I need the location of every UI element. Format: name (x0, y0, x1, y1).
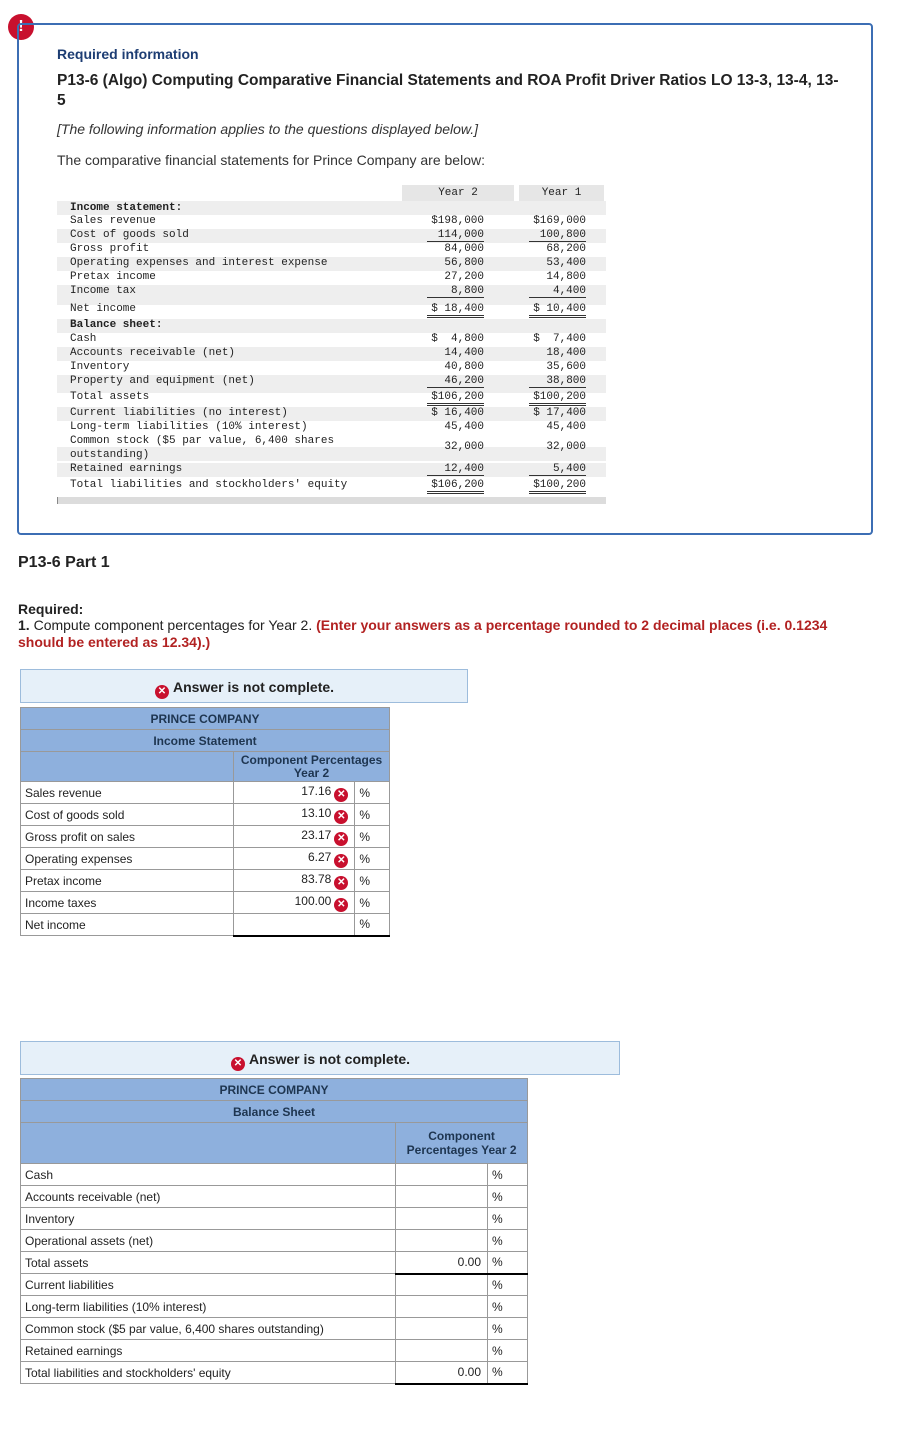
row-label: Common stock ($5 par value, 6,400 shares outstanding) (21, 1318, 396, 1340)
table-row (21, 914, 390, 936)
year2-value: $198,000 (431, 215, 484, 227)
intro-text: The comparative financial statements for Prince Company are below: (57, 152, 485, 168)
statement-name: Income Statement (21, 730, 390, 752)
fin-row-label: Sales revenue (70, 215, 156, 227)
row-label: Pretax income (21, 870, 234, 892)
table-row (21, 826, 390, 848)
percentage-input[interactable] (396, 1296, 488, 1318)
fin-row-label: Inventory (70, 361, 130, 373)
part-title: P13-6 Part 1 (18, 554, 110, 571)
year1-value: 18,400 (546, 347, 586, 359)
table-row (21, 1230, 528, 1252)
percentage-input[interactable] (234, 914, 355, 936)
year2-value: 14,400 (444, 347, 484, 359)
year2-value: 46,200 (427, 375, 484, 388)
percentage-input[interactable] (234, 804, 355, 826)
company-name: PRINCE COMPANY (21, 1079, 528, 1101)
fin-row-label: Operating expenses and interest expense (70, 257, 328, 269)
problem-title: P13-6 (Algo) Computing Comparative Financial Statements and ROA Profit Driver Ratios LO 13-3, 13-4, 13-5 (57, 72, 839, 109)
table-row (21, 782, 390, 804)
percentage-input[interactable] (396, 1230, 488, 1252)
statement-name: Balance Sheet (21, 1101, 528, 1123)
year1-value: 4,400 (529, 285, 586, 298)
percent-sign: % (355, 782, 390, 804)
year2-value: 32,000 (444, 441, 484, 453)
fin-row-label: Total assets (70, 391, 150, 403)
percent-sign: % (488, 1340, 528, 1362)
percent-sign: % (488, 1318, 528, 1340)
income-statement-table (20, 707, 390, 937)
year1-value: 100,800 (529, 229, 586, 242)
table-row (21, 1208, 528, 1230)
percentage-input[interactable] (234, 870, 355, 892)
percent-sign: % (355, 848, 390, 870)
year1-value: $100,200 (529, 391, 586, 406)
year1-value: 35,600 (546, 361, 586, 373)
percentage-input[interactable] (234, 782, 355, 804)
column-header: Component Percentages Year 2 (234, 752, 390, 782)
answer-incomplete-notice (20, 669, 468, 703)
year2-value: $ 4,800 (431, 333, 484, 345)
year2-value: $106,200 (427, 479, 484, 494)
incorrect-icon: ✕ (334, 788, 348, 802)
fin-row-label: Gross profit (70, 243, 150, 255)
percentage-input[interactable] (396, 1274, 488, 1296)
table-row (21, 1274, 528, 1296)
fin-row-label: Long-term liabilities (10% interest) (70, 421, 308, 433)
year2-value: 114,000 (427, 229, 484, 242)
row-label: Total assets (21, 1252, 396, 1274)
year1-value: 45,400 (546, 421, 586, 433)
row-label: Accounts receivable (net) (21, 1186, 396, 1208)
notice-text: Answer is not complete. (249, 1051, 411, 1067)
year2-value: $ 16,400 (431, 407, 484, 419)
required-info-heading: Required information (57, 46, 199, 62)
percent-sign: % (488, 1186, 528, 1208)
table-row (21, 1362, 528, 1384)
year2-value: $106,200 (427, 391, 484, 406)
year2-value: 56,800 (444, 257, 484, 269)
row-label: Long-term liabilities (10% interest) (21, 1296, 396, 1318)
percentage-input[interactable]: 0.00 (396, 1362, 488, 1384)
percentage-input[interactable]: 0.00 (396, 1252, 488, 1274)
required-instruction (18, 617, 848, 651)
table-row (21, 1252, 528, 1274)
required-label: Required: (18, 601, 84, 617)
percentage-input[interactable] (396, 1208, 488, 1230)
row-label: Income taxes (21, 892, 234, 914)
fin-row-label: Income tax (70, 285, 137, 297)
percent-sign: % (488, 1362, 528, 1384)
percent-sign: % (355, 870, 390, 892)
table-row (21, 1296, 528, 1318)
percent-sign: % (355, 804, 390, 826)
year2-value: 84,000 (444, 243, 484, 255)
year1-value: $ 17,400 (533, 407, 586, 419)
percent-sign: % (488, 1252, 528, 1274)
row-label: Total liabilities and stockholders' equity (21, 1362, 396, 1384)
year1-value: 38,800 (529, 375, 586, 388)
percentage-input[interactable] (396, 1164, 488, 1186)
percent-sign: % (355, 892, 390, 914)
percent-sign: % (355, 826, 390, 848)
input-value: 6.27 (307, 849, 332, 864)
notice-text: Answer is not complete. (173, 679, 335, 695)
alert-icon: ! (8, 14, 34, 40)
incorrect-icon: ✕ (334, 876, 348, 890)
fin-row-label: Pretax income (70, 271, 156, 283)
fin-row-label: Retained earnings (70, 463, 183, 475)
year1-value: 5,400 (529, 463, 586, 476)
year2-value: 12,400 (427, 463, 484, 476)
row-label: Current liabilities (21, 1274, 396, 1296)
fin-row-label: Accounts receivable (net) (70, 347, 236, 359)
year1-value: $100,200 (529, 479, 586, 494)
input-value: 17.16 (301, 783, 332, 798)
table-row (21, 870, 390, 892)
percent-sign: % (488, 1230, 528, 1252)
table-row (21, 848, 390, 870)
percentage-input[interactable] (396, 1186, 488, 1208)
percent-sign: % (488, 1296, 528, 1318)
percentage-input[interactable] (396, 1340, 488, 1362)
company-name: PRINCE COMPANY (21, 708, 390, 730)
year2-value: 27,200 (444, 271, 484, 283)
fin-row-label: Current liabilities (no interest) (70, 407, 288, 419)
instruction-red: (Enter your answers as a percentage rounded to 2 decimal places (i.e. 0.1234 should be entered as 12.34).) (18, 617, 828, 650)
year1-value: 14,800 (546, 271, 586, 283)
year1-value: 32,000 (546, 441, 586, 453)
percent-sign: % (488, 1208, 528, 1230)
year2-value: 8,800 (427, 285, 484, 298)
instruction-text: Compute component percentages for Year 2. (33, 617, 313, 633)
input-value: 83.78 (301, 871, 332, 886)
year2-value: $ 18,400 (427, 303, 484, 318)
year2-header: Year 2 (402, 185, 514, 201)
percent-sign: % (355, 914, 390, 936)
column-header: Component Percentages Year 2 (396, 1123, 528, 1164)
row-label: Sales revenue (21, 782, 234, 804)
incorrect-icon: ✕ (334, 832, 348, 846)
percent-sign: % (488, 1274, 528, 1296)
answer-incomplete-notice-2 (20, 1041, 620, 1075)
percentage-input[interactable] (396, 1318, 488, 1340)
year1-header: Year 1 (519, 185, 604, 201)
incorrect-icon: ✕ (334, 810, 348, 824)
percentage-input[interactable] (234, 892, 355, 914)
fin-row-label: outstanding) (70, 449, 150, 461)
table-row (21, 1340, 528, 1362)
financial-statements (57, 185, 606, 504)
table-row (21, 892, 390, 914)
info-note: [The following information applies to the questions displayed below.] (57, 121, 479, 137)
year2-value: 40,800 (444, 361, 484, 373)
row-label: Retained earnings (21, 1340, 396, 1362)
fin-row-label: Common stock ($5 par value, 6,400 shares (70, 435, 335, 447)
fin-row-label: Cost of goods sold (70, 229, 189, 241)
input-value: 13.10 (301, 805, 332, 820)
year1-value: $ 10,400 (529, 303, 586, 318)
percentage-input[interactable] (234, 826, 355, 848)
table-row (21, 1164, 528, 1186)
balance-sheet-table (20, 1078, 528, 1385)
year1-value: $ 7,400 (533, 333, 586, 345)
year2-value: 45,400 (444, 421, 484, 433)
row-label: Net income (21, 914, 234, 936)
incorrect-icon: ✕ (334, 898, 348, 912)
row-label: Operating expenses (21, 848, 234, 870)
year1-value: $169,000 (533, 215, 586, 227)
fin-row-label: Income statement: (70, 202, 183, 214)
fin-row-label: Property and equipment (net) (70, 375, 255, 387)
row-label: Operational assets (net) (21, 1230, 396, 1252)
year1-value: 53,400 (546, 257, 586, 269)
input-value: 23.17 (301, 827, 332, 842)
fin-row-label: Net income (70, 303, 137, 315)
fin-row-label: Total liabilities and stockholders' equity (70, 479, 348, 491)
x-circle-icon: ✕ (231, 1057, 245, 1071)
instruction-number: 1. (18, 617, 30, 633)
incorrect-icon: ✕ (334, 854, 348, 868)
table-row (21, 1186, 528, 1208)
fin-row-label: Cash (70, 333, 97, 345)
row-label: Cost of goods sold (21, 804, 234, 826)
table-row (21, 804, 390, 826)
row-label: Cash (21, 1164, 396, 1186)
table-row (21, 1318, 528, 1340)
year1-value: 68,200 (546, 243, 586, 255)
row-label: Gross profit on sales (21, 826, 234, 848)
x-circle-icon: ✕ (155, 685, 169, 699)
percentage-input[interactable] (234, 848, 355, 870)
percent-sign: % (488, 1164, 528, 1186)
input-value: 100.00 (294, 893, 332, 908)
row-label: Inventory (21, 1208, 396, 1230)
fin-row-label: Balance sheet: (70, 319, 163, 331)
